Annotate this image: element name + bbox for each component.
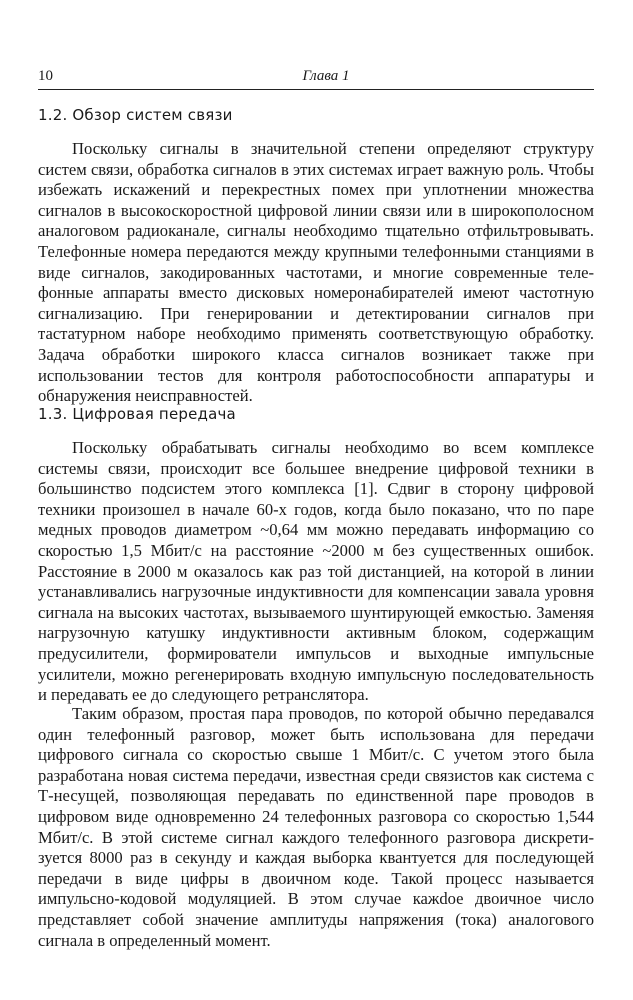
page-number: 10 (38, 68, 53, 84)
paragraph: Поскольку сигналы в значительной степени определяют структуру систем связи, обработка сигналов в этих системах играет важную роль. Чтобы избежать искажений и перекрестных помех при уплотнении множества сигналов в высокоскоростной цифровой линии связи или в широкополосном аналоговом радиоканале, сигналы необходимо тщательно отфильтровывать. Телефонные номера передаются между крупными телефонными станциями в виде сигналов, закодированных частотами, и многие современные телефонные аппараты вместо дисковых номеронабирателей имеют частотную сигнализацию. При генерировании и детектировании сигналов при тастатурном наборе необходимо применять соответствующую обработку. Задача обработки широкого класса сигналов возникает также при использовании тестов для контроля работоспособности аппаратуры и обнаружения неисправностей. (38, 139, 594, 406)
running-head (38, 68, 594, 88)
paragraph: Таким образом, простая пара проводов, по которой обычно передавался один телефонный разговор, может быть использована для передачи цифрового сигнала со скоростью свыше 1 Мбит/с. С учетом этого была разработана новая система передачи, известная среди связистов как система с Т-несущей, позволяющая передавать по единственной паре проводов в цифровом виде одновременно 24 телефонных разговора со скоростью 1,544 Мбит/с. В этой системе сигнал каждого телефонного разговора дискретизуется 8000 раз в секунду и каждая выборка квантуется для последующей передачи в виде цифры в двоичном коде. Такой процесс называется импульсно-кодовой модуляцией. В этом случае кажdое двоичное число представляет собой значение амплитуды напряжения (тока) аналогового сигнала в определенный момент. (38, 704, 594, 950)
chapter-label: Глава 1 (302, 68, 350, 84)
section-heading-1-3: 1.3. Цифровая передача (38, 405, 236, 423)
header-rule (38, 89, 594, 90)
paragraph: Поскольку обрабатывать сигналы необходимо во всем комплексе системы связи, происходит все большее внедрение цифровой техники в большинство подсистем этого комплекса [1]. Сдвиг в сторону цифровой техники произошел в начале 60-х годов, когда было показано, что по паре медных проводов диаметром ~0,64 мм можно передавать информацию со скоростью 1,5 Мбит/с на расстояние ~2000 м без существенных ошибок. Расстояние в 2000 м оказалось как раз той дистанцией, на которой в линии устанавливались нагрузочные индуктивности для компенсации завала уровня сигнала на высоких частотах, вызываемого шунтирующей емкостью. Заменяя нагрузочную катушку индуктивности активным блоком, содержащим предусилители, формирователи импульсов и выходные импульсные усилители, можно регенерировать входную импульсную последовательность и передавать ее до следующего ретранслятора. (38, 438, 594, 705)
section-heading-1-2: 1.2. Обзор систем связи (38, 106, 233, 124)
